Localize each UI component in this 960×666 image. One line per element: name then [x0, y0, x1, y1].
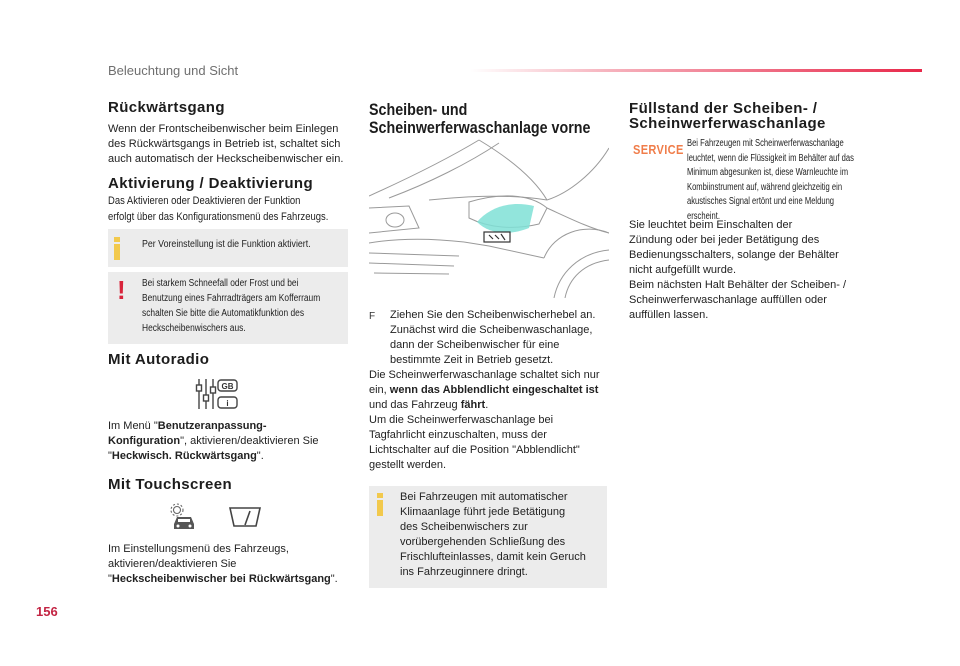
washer-nozzle-highlight — [477, 204, 534, 233]
car-front-illustration — [369, 138, 609, 298]
section-title: Beleuchtung und Sicht — [108, 63, 239, 78]
fuellstand-paragraph — [629, 218, 846, 323]
info-box-default-text: Per Voreinstellung ist die Funktion aktiviert. — [142, 238, 311, 250]
text-line: auch automatisch der Heckscheibenwischer ein. — [108, 153, 344, 165]
text-line: Bei Fahrzeugen mit automatischer — [400, 491, 568, 503]
text-line: und das Fahrzeug fährt. — [369, 399, 489, 411]
text-line: Frischlufteinlasses, damit kein Geruch — [400, 551, 586, 563]
text-line: Um die Scheinwerferwaschanlage bei — [369, 414, 554, 426]
text-line: Zündung oder bei jeder Betätigung des — [629, 234, 820, 246]
text-line: ein, wenn das Abblendlicht eingeschaltet ist — [369, 384, 599, 396]
text-line: auffüllen lassen. — [629, 309, 709, 321]
text-line: Bei Fahrzeugen mit Scheinwerferwaschanlage — [687, 138, 844, 149]
text-line: Im Einstellungsmenü des Fahrzeugs, — [108, 543, 289, 555]
bullet-marker: F — [369, 311, 376, 322]
text-line: Wenn der Frontscheibenwischer beim Einlegen — [108, 123, 339, 135]
text-line: leuchtet, wenn die Flüssigkeit im Behälter auf das — [687, 152, 854, 164]
text-line: gestellt werden. — [369, 459, 447, 471]
rear-wiper-icon — [228, 505, 262, 529]
text-line: "Heckscheibenwischer bei Rückwärtsgang". — [108, 573, 338, 585]
service-warning-icon: SERVICE — [633, 142, 684, 157]
text-line: Minimum abgesunken ist, diese Warnleuchte im — [687, 167, 849, 178]
exclamation-icon: ! — [117, 275, 126, 305]
vehicle-settings-icon — [168, 502, 198, 532]
text-line: Konfiguration", aktivieren/deaktivieren Sie — [108, 435, 319, 447]
text-line: des Scheibenwischers zur — [400, 521, 528, 533]
text-line: Die Scheinwerferwaschanlage schaltet sich nur — [369, 369, 600, 381]
text-line: Im Menü "Benutzeranpassung- — [108, 420, 267, 432]
bullet-text — [390, 308, 595, 368]
scheinwerfer-paragraph — [369, 368, 600, 473]
text-line: Sie leuchtet beim Einschalten der — [629, 219, 793, 231]
info-box-klimaanlage-text — [400, 490, 586, 580]
text-line: Benutzung eines Fahrradträgers am Kofferraum — [142, 293, 321, 304]
warning-box-text — [142, 276, 320, 336]
text-line: Lichtschalter auf die Position "Abblendlicht" — [369, 444, 580, 456]
i-label: i — [226, 399, 229, 408]
touchscreen-text — [108, 542, 338, 587]
text-line: ins Fahrzeuginnere dringt. — [400, 566, 528, 578]
heading-touchscreen: Mit Touchscreen — [108, 476, 233, 493]
text-line: erfolgt über das Konfigurationsmenü des Fahrzeugs. — [108, 210, 329, 223]
text-line: des Rückwärtsgangs in Betrieb ist, schaltet sich — [108, 138, 341, 150]
text-line: Klimaanlage führt jede Betätigung — [400, 506, 566, 518]
heading-autoradio: Mit Autoradio — [108, 351, 210, 368]
text-line: bestimmte Zeit in Betrieb gesetzt. — [390, 354, 554, 366]
heading-line: Scheiben- und — [369, 100, 468, 119]
page-number: 156 — [36, 604, 58, 619]
text-line: akustisches Signal ertönt und eine Meldung erscheint. — [687, 196, 835, 222]
text-line: Kombiinstrument auf, während gleichzeitig ein — [687, 181, 843, 193]
text-line: nicht aufgefüllt wurde. — [629, 264, 737, 276]
radio-settings-icon — [195, 377, 240, 411]
text-line: aktivieren/deaktivieren Sie — [108, 558, 237, 570]
text-line: Bedienungsschalters, solange der Behälter — [629, 249, 839, 261]
heading-rueckwaertsgang: Rückwärtsgang — [108, 99, 225, 116]
heading-aktivierung: Aktivierung / Deaktivierung — [108, 175, 314, 192]
text-line: Das Aktivieren oder Deaktivieren der Funktion — [108, 195, 301, 207]
text-line: dann der Scheibenwischer für eine — [390, 339, 560, 351]
text-line: vorübergehenden Schließung des — [400, 536, 566, 548]
text-line: Tagfahrlicht einzuschalten, muss der — [369, 429, 547, 441]
service-description — [687, 137, 854, 224]
heading-line: Scheinwerferwaschanlage — [629, 115, 826, 132]
header-accent-bar — [470, 69, 922, 72]
heading-line: Füllstand der Scheiben- / — [629, 100, 818, 117]
text-line: Bei starkem Schneefall oder Frost und bei — [142, 278, 299, 289]
text-line: schalten Sie bitte die Automatikfunktion des — [142, 308, 305, 319]
text-line: Ziehen Sie den Scheibenwischerhebel an. — [390, 309, 596, 321]
text-line: Scheinwerferwaschanlage auffüllen oder — [629, 294, 827, 306]
rueckwaertsgang-text — [108, 122, 343, 167]
gb-label: GB — [221, 382, 234, 391]
text-line: Beim nächsten Halt Behälter der Scheiben- / — [629, 279, 847, 291]
autoradio-text — [108, 419, 319, 464]
heading-fuellstand — [629, 101, 826, 131]
aktivierung-text — [108, 194, 328, 225]
text-line: Heckscheibenwischers aus. — [142, 323, 246, 334]
heading-scheibenwaschanlage — [369, 101, 613, 137]
text-line: "Heckwisch. Rückwärtsgang". — [108, 450, 264, 462]
heading-line: Scheinwerferwaschanlage vorne — [369, 118, 591, 137]
text-line: Zunächst wird die Scheibenwaschanlage, — [390, 324, 593, 336]
